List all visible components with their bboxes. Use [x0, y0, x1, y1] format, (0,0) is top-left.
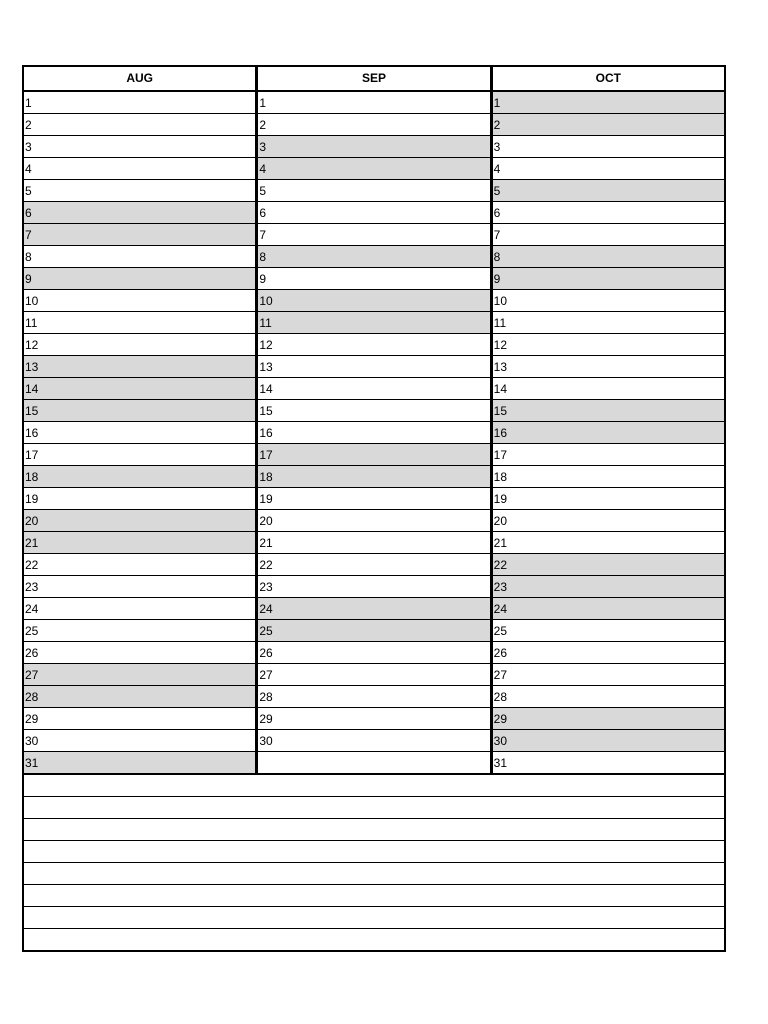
day-cell[interactable]: 6	[493, 202, 724, 224]
day-cell[interactable]: 11	[24, 312, 255, 334]
day-cell[interactable]: 5	[493, 180, 724, 202]
day-cell[interactable]: 4	[258, 158, 489, 180]
day-cell[interactable]: 17	[493, 444, 724, 466]
day-cell[interactable]: 15	[24, 400, 255, 422]
day-cell[interactable]: 5	[258, 180, 489, 202]
day-cell[interactable]: 7	[493, 224, 724, 246]
day-cell[interactable]: 28	[258, 686, 489, 708]
day-cell[interactable]: 6	[258, 202, 489, 224]
day-cell[interactable]: 2	[493, 114, 724, 136]
day-cell[interactable]: 9	[24, 268, 255, 290]
day-cell[interactable]: 3	[258, 136, 489, 158]
day-cell[interactable]: 12	[258, 334, 489, 356]
note-line[interactable]	[24, 841, 724, 863]
day-cell[interactable]: 25	[258, 620, 489, 642]
day-cell[interactable]: 11	[258, 312, 489, 334]
day-cell[interactable]: 28	[24, 686, 255, 708]
day-cell[interactable]: 23	[493, 576, 724, 598]
day-cell[interactable]: 14	[24, 378, 255, 400]
day-cell[interactable]: 27	[258, 664, 489, 686]
day-cell[interactable]: 30	[24, 730, 255, 752]
day-cell[interactable]: 4	[24, 158, 255, 180]
day-cell[interactable]: 3	[24, 136, 255, 158]
note-line[interactable]	[24, 863, 724, 885]
day-cell[interactable]: 10	[24, 290, 255, 312]
notes-area	[24, 773, 724, 950]
day-cell[interactable]: 23	[258, 576, 489, 598]
day-cell[interactable]: 31	[493, 756, 508, 770]
day-cell[interactable]: 5	[24, 180, 255, 202]
day-cell[interactable]: 20	[493, 510, 724, 532]
day-cell[interactable]: 20	[258, 510, 489, 532]
day-cell[interactable]: 12	[24, 334, 255, 356]
day-cell[interactable]: 18	[24, 466, 255, 488]
day-cell[interactable]: 16	[24, 422, 255, 444]
day-cell[interactable]: 8	[24, 246, 255, 268]
day-cell[interactable]: 26	[258, 642, 489, 664]
day-cell[interactable]: 29	[258, 708, 489, 730]
day-cell[interactable]: 13	[258, 356, 489, 378]
day-cell[interactable]: 14	[258, 378, 489, 400]
note-line[interactable]	[24, 907, 724, 929]
day-cell[interactable]: 27	[24, 664, 255, 686]
day-cell[interactable]: 9	[258, 268, 489, 290]
month-column-sep	[255, 92, 489, 773]
day-cell[interactable]: 19	[258, 488, 489, 510]
day-cell[interactable]: 25	[24, 620, 255, 642]
day-cell[interactable]: 22	[258, 554, 489, 576]
day-cell[interactable]: 3	[493, 136, 724, 158]
day-cell[interactable]: 16	[258, 422, 489, 444]
month-header-row	[24, 67, 724, 92]
calendar-sheet	[22, 65, 726, 952]
note-line[interactable]	[24, 775, 724, 797]
day-cell[interactable]: 16	[493, 422, 724, 444]
day-cell[interactable]: 29	[493, 708, 724, 730]
month-header-aug[interactable]: AUG	[126, 71, 153, 85]
day-cell[interactable]: 29	[24, 708, 255, 730]
day-cell[interactable]: 17	[24, 444, 255, 466]
day-cell[interactable]: 31	[24, 752, 255, 773]
day-cell[interactable]: 17	[258, 444, 489, 466]
day-cell[interactable]: 20	[24, 510, 255, 532]
day-cell[interactable]: 26	[493, 642, 724, 664]
day-cell[interactable]: 12	[493, 334, 724, 356]
day-cell[interactable]: 21	[493, 532, 724, 554]
day-cell[interactable]: 11	[493, 312, 724, 334]
day-cell[interactable]: 25	[493, 620, 724, 642]
note-line[interactable]	[24, 885, 724, 907]
day-cell[interactable]: 22	[24, 554, 255, 576]
day-cell[interactable]: 15	[258, 400, 489, 422]
day-cell[interactable]: 19	[493, 488, 724, 510]
day-columns	[24, 92, 724, 773]
month-column-aug	[24, 92, 255, 773]
day-cell[interactable]: 21	[24, 532, 255, 554]
day-cell[interactable]: 8	[258, 246, 489, 268]
month-header-sep[interactable]: SEP	[255, 67, 489, 90]
note-line[interactable]	[24, 929, 724, 950]
day-cell[interactable]: 24	[493, 598, 724, 620]
day-cell[interactable]: 13	[24, 356, 255, 378]
day-cell[interactable]: 6	[24, 202, 255, 224]
day-cell[interactable]: 2	[24, 114, 255, 136]
day-cell[interactable]	[258, 752, 489, 773]
day-cell[interactable]: 9	[493, 268, 724, 290]
day-cell[interactable]: 15	[493, 400, 724, 422]
day-cell[interactable]: 10	[258, 290, 489, 312]
day-cell[interactable]: 28	[493, 686, 724, 708]
day-cell[interactable]: 24	[24, 598, 255, 620]
day-cell[interactable]: 22	[493, 554, 724, 576]
day-cell[interactable]: 26	[24, 642, 255, 664]
month-column-oct	[490, 92, 724, 773]
note-line[interactable]	[24, 819, 724, 841]
day-cell[interactable]: 24	[258, 598, 489, 620]
note-line[interactable]	[24, 797, 724, 819]
day-cell[interactable]: 4	[493, 158, 724, 180]
day-cell[interactable]: 1	[258, 92, 489, 114]
day-cell[interactable]: 10	[493, 290, 724, 312]
day-cell[interactable]: 30	[493, 730, 724, 752]
day-cell[interactable]: 14	[493, 378, 724, 400]
day-cell[interactable]: 18	[258, 466, 489, 488]
day-cell[interactable]: 1	[24, 92, 255, 114]
day-cell[interactable]: 21	[258, 532, 489, 554]
day-cell[interactable]: 18	[493, 466, 724, 488]
day-cell[interactable]: 23	[24, 576, 255, 598]
month-header-oct[interactable]: OCT	[490, 67, 724, 90]
day-cell[interactable]: 19	[24, 488, 255, 510]
day-cell[interactable]: 7	[258, 224, 489, 246]
day-cell[interactable]: 7	[24, 224, 255, 246]
day-cell[interactable]: 2	[258, 114, 489, 136]
day-cell[interactable]: 27	[493, 664, 724, 686]
day-cell[interactable]: 30	[258, 730, 489, 752]
day-cell[interactable]: 13	[493, 356, 724, 378]
day-cell[interactable]: 8	[493, 246, 724, 268]
day-cell[interactable]: 1	[493, 92, 724, 114]
